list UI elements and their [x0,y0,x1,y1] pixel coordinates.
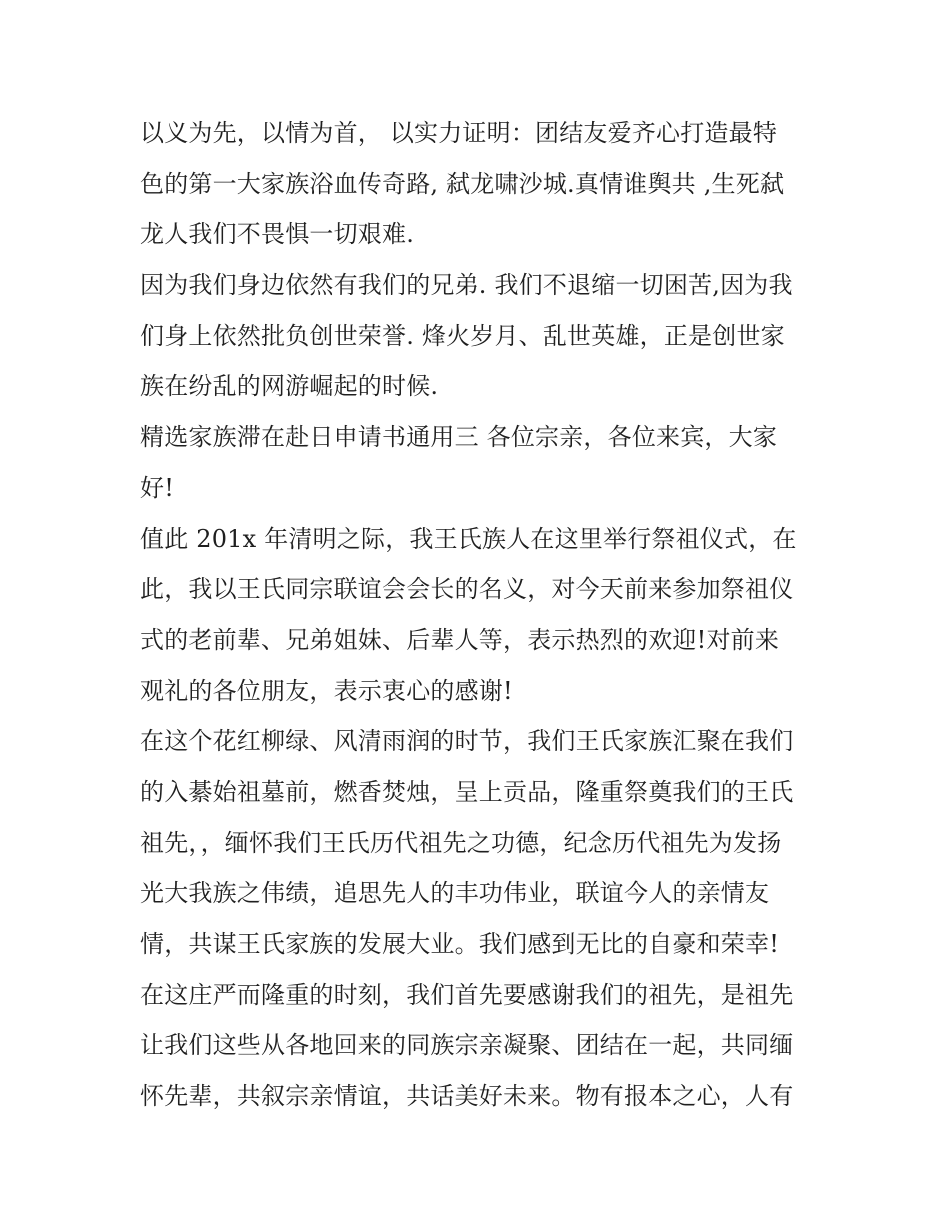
text-line: 光大我族之伟绩，追思先人的丰功伟业，联谊今人的亲情友 [140,879,770,908]
text-line: 好! [140,473,175,502]
text-line: 族在纷乱的网游崛起的时候. [140,372,439,401]
text-line: 龙人我们不畏惧一切艰难. [140,220,415,249]
text-line: 观礼的各位朋友，表示衷心的感谢! [140,676,513,705]
text-line: 在这庄严而隆重的时刻，我们首先要感谢我们的祖先，是祖先 [140,980,794,1009]
text-line: 情，共谋王氏家族的发展大业。我们感到无比的自豪和荣幸! [140,930,780,958]
text-line: 的入綦始祖墓前，燃香焚烛，呈上贡品，隆重祭奠我们的王氏 [140,777,794,806]
text-line: 祖先，，缅怀我们王氏历代祖先之功德，纪念历代祖先为发扬 [140,828,782,857]
text-line: 怀先辈，共叙宗亲情谊，共话美好未来。物有报本之心，人有 [140,1082,794,1111]
text-line: 让我们这些从各地回来的同族宗亲凝聚、团结在一起，共同缅 [140,1031,794,1060]
text-line: 此，我以王氏同宗联谊会会长的名义，对今天前来参加祭祖仪 [140,575,794,604]
text-line: 式的老前辈、兄弟姐妹、后辈人等，表示热烈的欢迎!对前来 [140,625,780,654]
text-line: 在这个花红柳绿、风清雨润的时节，我们王氏家族汇聚在我们 [140,727,794,756]
text-line: 以义为先，以情为首， 以实力证明：团结友爱齐心打造最特 [140,119,778,147]
text-line: 色的第一大家族浴血传奇路, 弑龙啸沙城.真情谁舆共 ,生死弑 [140,169,785,198]
text-line: 因为我们身边依然有我们的兄弟. 我们不退缩一切困苦,因为我 [140,271,793,300]
text-line: 值此 201x 年清明之际，我王氏族人在这里举行祭祖仪式，在 [140,524,797,553]
text-line: 们身上依然批负创世荣誉. 烽火岁月、乱世英雄，正是创世家 [140,321,785,350]
document-body [140,108,830,1122]
text-line: 精选家族滞在赴日申请书通用三 各位宗亲，各位来宾，大家 [140,423,778,452]
